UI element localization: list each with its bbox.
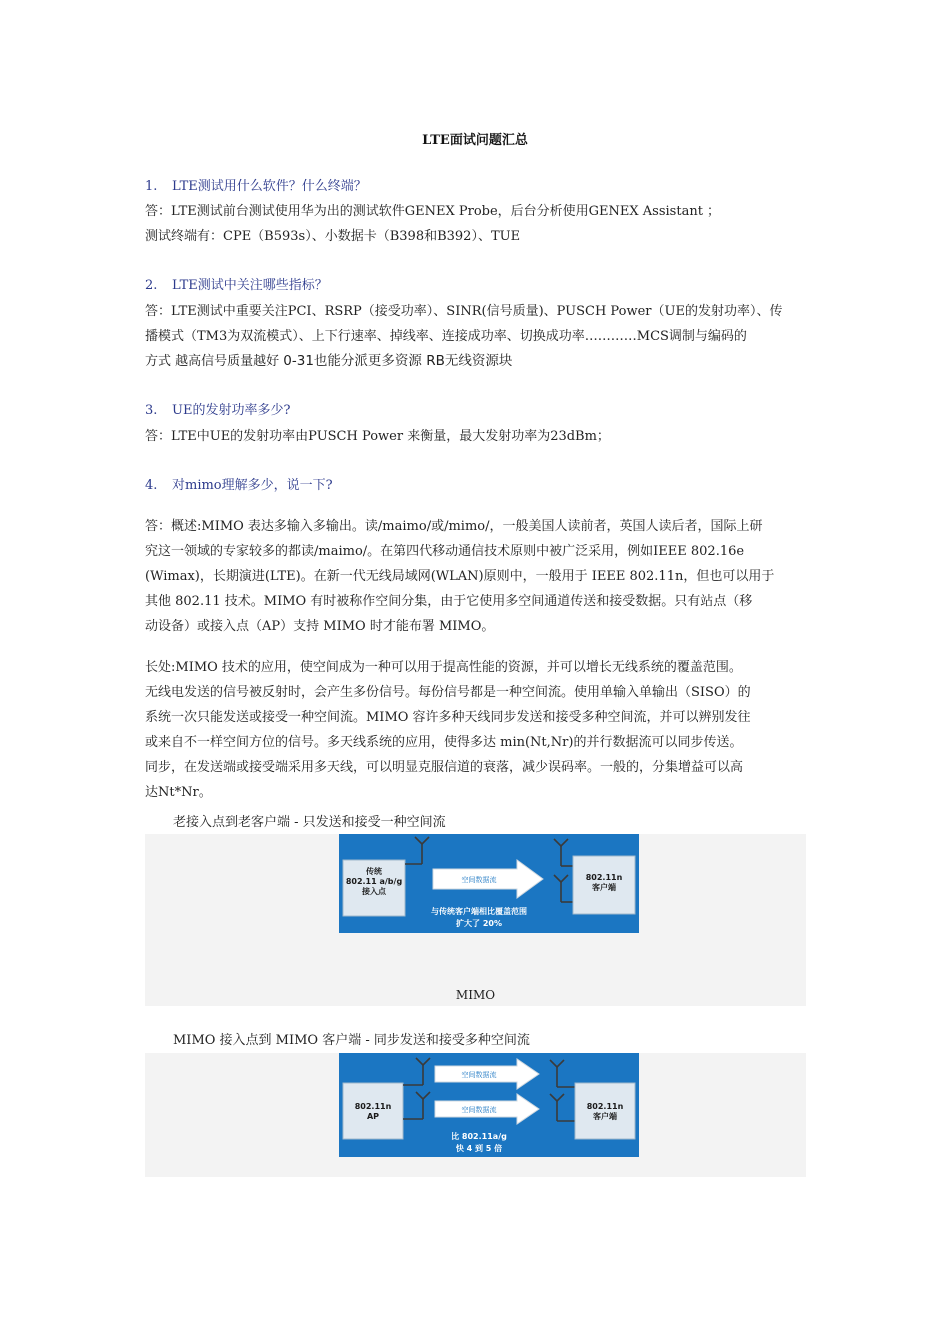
overview-line: 动设备）或接入点（AP）支持 MIMO 时才能布署 MIMO。 — [145, 619, 495, 634]
ap-box — [343, 1083, 403, 1139]
question-text: 对mimo理解多少，说一下? — [172, 478, 333, 493]
answer-2-note: 0-31也能分派更多资源 RB无线资源块 — [283, 353, 513, 369]
figure-1-caption: 老接入点到老客户端 - 只发送和接受一种空间流 — [173, 815, 446, 830]
client-label: 客户端 — [593, 1112, 617, 1121]
answer-2-line: 答：LTE测试中重要关注PCI、RSRP（接受功率）、SINR(信号质量)、PUSCH Power（UE的发射功率）、传 — [145, 304, 783, 319]
siso-diagram-graphic — [339, 834, 639, 933]
client-box — [575, 1083, 635, 1139]
question-text: LTE测试中关注哪些指标？ — [172, 278, 328, 293]
overview-line: 究这一领域的专家较多的都读/maimo/。在第四代移动通信技术原则中被广泛采用，例如IEEE 802.16e — [145, 544, 745, 559]
answer-2-line: 播模式（TM3为双流模式）、上下行速率、掉线率、连接成功率、切换成功率…………MCS调制与编码的 — [145, 329, 747, 344]
answer-1-line: 测试终端有：CPE（B593s）、小数据卡（B398和B392）、TUE — [145, 229, 521, 244]
speed-note: 比 802.11a/g — [451, 1132, 507, 1141]
figure-1-label: MIMO — [455, 988, 496, 1002]
advantage-line: 或来自不一样空间方位的信号。多天线系统的应用，使得多达 min(Nt,Nr)的并行数据流可以同步传送。 — [145, 735, 743, 750]
client-label: 802.11n — [585, 873, 623, 882]
antenna-icon — [550, 1060, 575, 1087]
access-point-label: 接入点 — [362, 887, 386, 896]
client-label: 802.11n — [586, 1102, 624, 1111]
coverage-note: 扩大了 20% — [456, 919, 502, 928]
speed-note: 快 4 到 5 倍 — [455, 1144, 503, 1153]
advantage-line: 长处:MIMO 技术的应用，使空间成为一种可以用于提高性能的资源，并可以增长无线系统的覆盖范围。 — [145, 660, 742, 675]
question-text: UE的发射功率多少? — [172, 403, 291, 418]
access-point-label: 传统 — [366, 867, 382, 876]
antenna-icon — [554, 875, 573, 902]
client-label: 客户端 — [592, 883, 616, 892]
answer-2-last-line — [145, 349, 810, 374]
ap-label: AP — [366, 1112, 380, 1121]
antenna-icon — [403, 1058, 430, 1085]
question-number: 1. — [145, 179, 158, 194]
question-text: LTE测试用什么软件？什么终端？ — [172, 179, 367, 194]
access-point-label: 802.11 a/b/g — [345, 877, 403, 886]
question-number: 2. — [145, 278, 158, 293]
coverage-note: 与传统客户端相比覆盖范围 — [431, 907, 527, 916]
advantage-line: 系统一次只能发送或接受一种空间流。MIMO 容许多种天线同步发送和接受多种空间流，并可以辨别发往 — [145, 710, 751, 725]
answer-1-line: 答：LTE测试前台测试使用华为出的测试软件GENEX Probe，后台分析使用GENEX Assistant ； — [145, 204, 721, 219]
question-1 — [145, 174, 810, 199]
ap-label: 802.11n — [354, 1102, 392, 1111]
figure-2-caption: MIMO 接入点到 MIMO 客户端 - 同步发送和接受多种空间流 — [173, 1033, 530, 1048]
overview-line: 其他 802.11 技术。MIMO 有时被称作空间分集，由于它使用多空间通道传送和接受数据。只有站点（移 — [145, 594, 753, 609]
antenna-icon — [554, 839, 573, 866]
question-4 — [145, 473, 810, 498]
question-number: 3. — [145, 403, 158, 418]
mimo-diagram — [339, 1053, 639, 1157]
question-2 — [145, 273, 810, 298]
antenna-icon — [550, 1094, 575, 1121]
data-stream-label: 空间数据流 — [461, 1106, 497, 1114]
page-title: LTE面试问题汇总 — [422, 133, 528, 148]
mimo-diagram-graphic — [339, 1053, 639, 1157]
advantage-line: 达Nt*Nr。 — [145, 785, 212, 800]
overview-line: (Wimax)，长期演进(LTE)。在新一代无线局域网(WLAN)原则中，一般用于 IEEE 802.11n，但也可以用于 — [145, 569, 775, 584]
data-stream-label: 空间数据流 — [461, 876, 497, 884]
answer-2-text: 方式 越高信号质量越好 — [145, 354, 284, 369]
advantage-line: 无线电发送的信号被反射时，会产生多份信号。每份信号都是一种空间流。使用单输入单输出（SISO）的 — [145, 685, 751, 700]
antenna-icon — [405, 837, 429, 864]
antenna-icon — [403, 1092, 430, 1119]
siso-diagram — [339, 834, 639, 933]
advantage-line: 同步，在发送端或接受端采用多天线，可以明显克服信道的衰落，减少误码率。一般的，分集增益可以高 — [145, 760, 744, 775]
question-3 — [145, 398, 810, 423]
answer-3-line: 答：LTE中UE的发射功率由PUSCH Power 来衡量，最大发射功率为23dBm； — [145, 429, 610, 444]
question-number: 4. — [145, 478, 158, 493]
overview-line: 答：概述:MIMO 表达多输入多输出。读/maimo/或/mimo/，一般美国人读前者，英国人读后者，国际上研 — [145, 519, 763, 534]
data-stream-label: 空间数据流 — [461, 1071, 497, 1079]
